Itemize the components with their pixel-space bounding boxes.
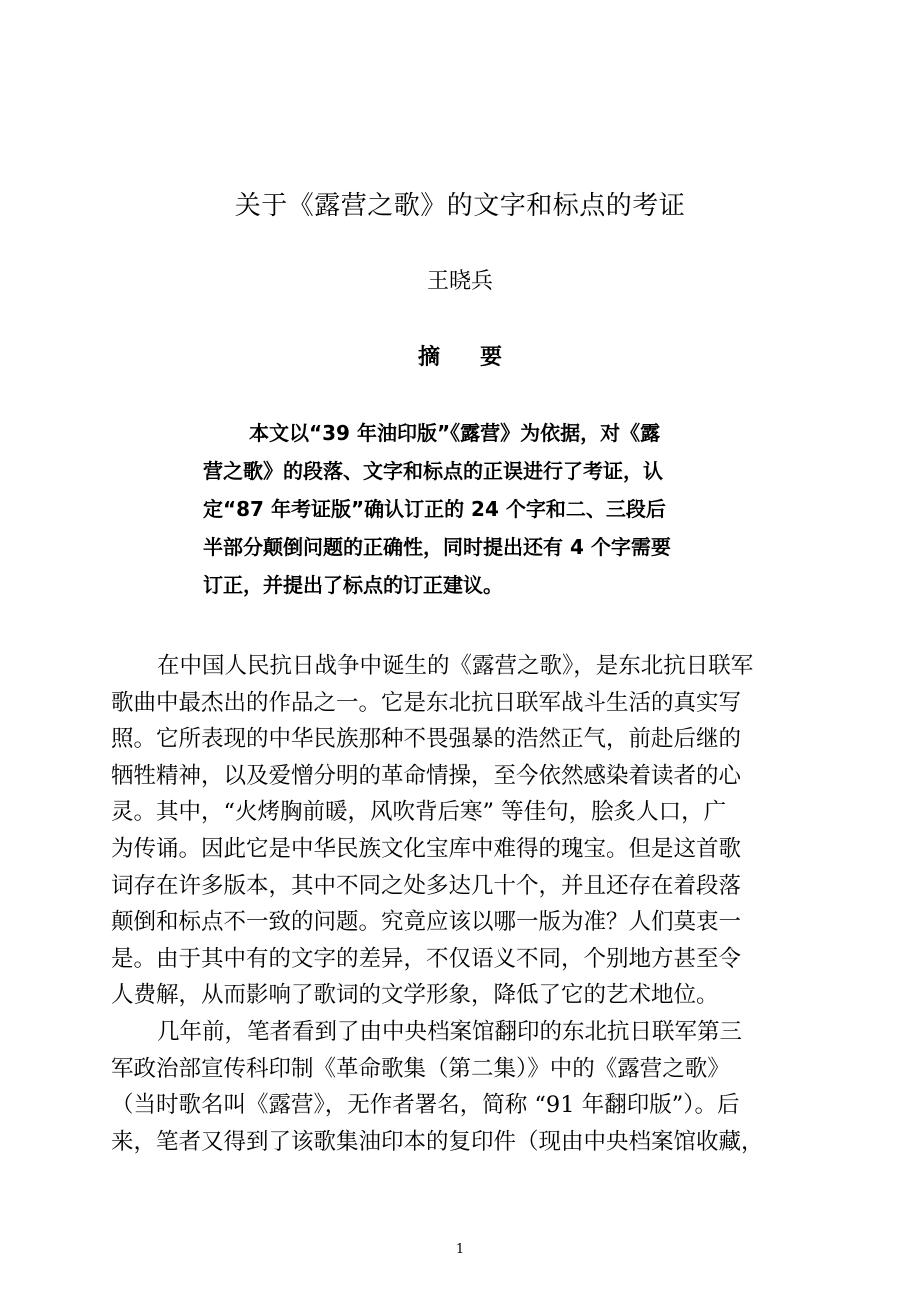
paragraph-line: 灵。其中，“火烤胸前暖，风吹背后寒” 等佳句，脍炙人口，广	[111, 799, 727, 826]
abstract-text	[203, 414, 763, 604]
abstract-line: 半部分颠倒问题的正确性，同时提出还有 4 个字需要	[203, 535, 671, 559]
document-title: 关于《露营之歌》的文字和标点的考证	[234, 191, 686, 221]
paragraph-line: 歌曲中最杰出的作品之一。它是东北抗日联军战斗生活的真实写	[111, 689, 742, 716]
paragraph-line: 是。由于其中有的文字的差异，不仅语义不同，个别地方甚至令	[111, 945, 742, 972]
paragraph-line: 来，笔者又得到了该歌集油印本的复印件（现由中央档案馆收藏，	[111, 1128, 764, 1155]
abstract-line: 订正，并提出了标点的订正建议。	[203, 573, 503, 597]
page-number: 1	[455, 1242, 465, 1257]
paragraph-line: 颠倒和标点不一致的问题。究竟应该以哪一版为准？人们莫衷一	[111, 909, 742, 936]
paragraph-line: 人费解，从而影响了歌词的文学形象，降低了它的艺术地位。	[111, 982, 719, 1009]
paragraph-2	[111, 1014, 811, 1160]
paragraph-line: 几年前，笔者看到了由中央档案馆翻印的东北抗日联军第三	[157, 1018, 743, 1045]
paragraph-line: 照。它所表现的中华民族那种不畏强暴的浩然正气，前赴后继的	[111, 726, 742, 753]
paragraph-1	[111, 648, 811, 1014]
abstract-line: 营之歌》的段落、文字和标点的正误进行了考证，认	[203, 459, 663, 483]
paragraph-line: 词存在许多版本，其中不同之处多达几十个，并且还存在着段落	[111, 872, 742, 899]
paragraph-line: 军政治部宣传科印制《革命歌集（第二集）》中的《露营之歌》	[111, 1055, 730, 1082]
paragraph-line: 牺牲精神，以及爱憎分明的革命情操，至今依然感染着读者的心	[111, 762, 742, 789]
body-text	[111, 648, 811, 1160]
paragraph-line: （当时歌名叫《露营》，无作者署名，简称 “91 年翻印版”）。后	[111, 1092, 740, 1119]
abstract-line: 定“87 年考证版”确认订正的 24 个字和二、三段后	[203, 497, 666, 521]
abstract-heading: 摘要	[417, 345, 542, 370]
paragraph-line: 在中国人民抗日战争中诞生的《露营之歌》，是东北抗日联军	[157, 653, 754, 679]
paragraph-line: 为传诵。因此它是中华民族文化宝库中难得的瑰宝。但是这首歌	[111, 835, 742, 862]
author-name: 王晓兵	[426, 269, 493, 294]
abstract-line: 本文以“39 年油印版”《露营》为依据，对《露	[249, 421, 661, 445]
